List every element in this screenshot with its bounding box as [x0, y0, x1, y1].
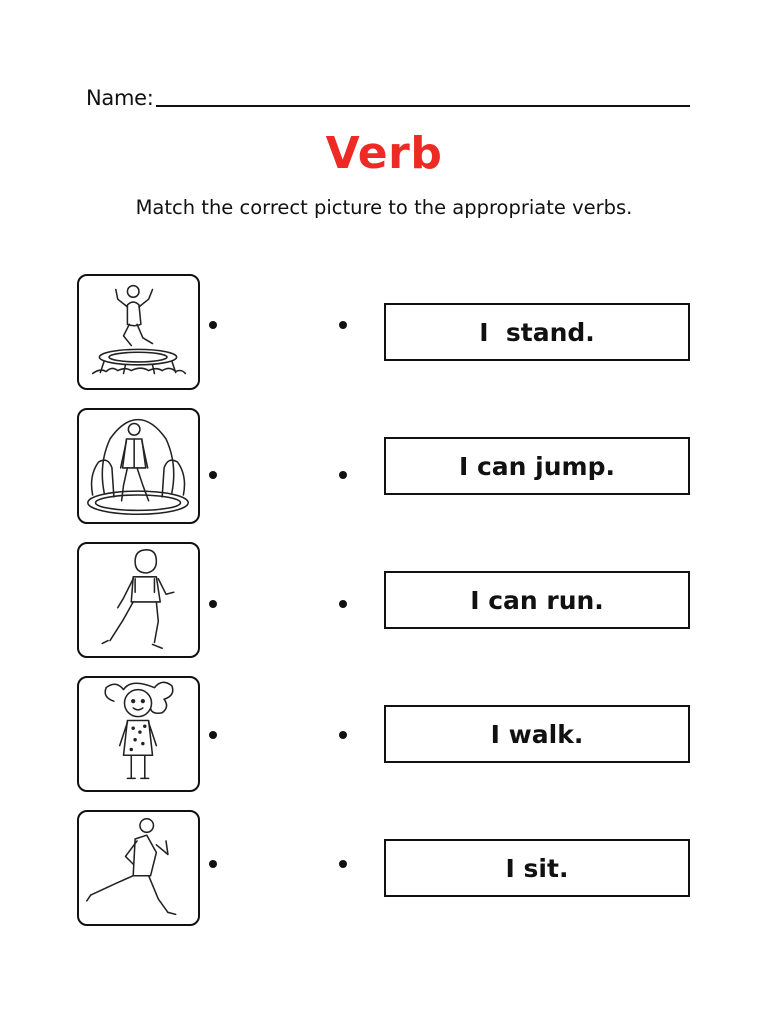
trampoline-jump-icon: [79, 276, 198, 388]
picture-stand[interactable]: [77, 676, 200, 792]
verb-box: I can run.: [384, 571, 690, 629]
verb-box: I sit.: [384, 839, 690, 897]
match-dot-right[interactable]: [339, 731, 347, 739]
match-dot-left[interactable]: [209, 731, 217, 739]
match-dot-right[interactable]: [339, 321, 347, 329]
instructions: Match the correct picture to the appropriate verbs.: [135, 196, 633, 219]
verb-box: I can jump.: [384, 437, 690, 495]
girl-standing-icon: [79, 678, 198, 790]
picture-walk[interactable]: [77, 542, 200, 658]
match-dot-right[interactable]: [339, 471, 347, 479]
man-sitting-icon: [79, 410, 198, 522]
page-title: Verb: [325, 128, 443, 179]
man-running-icon: [79, 812, 198, 924]
boy-walking-icon: [79, 544, 198, 656]
match-dot-left[interactable]: [209, 471, 217, 479]
picture-jump[interactable]: [77, 274, 200, 390]
verb-box: I stand.: [384, 303, 690, 361]
picture-run[interactable]: [77, 810, 200, 926]
match-dot-left[interactable]: [209, 860, 217, 868]
name-row: [86, 86, 690, 114]
picture-sit[interactable]: [77, 408, 200, 524]
name-input-line[interactable]: [156, 105, 690, 107]
match-dot-left[interactable]: [209, 600, 217, 608]
match-dot-right[interactable]: [339, 860, 347, 868]
verb-box: I walk.: [384, 705, 690, 763]
name-label: Name:: [86, 86, 154, 110]
match-dot-right[interactable]: [339, 600, 347, 608]
match-dot-left[interactable]: [209, 321, 217, 329]
